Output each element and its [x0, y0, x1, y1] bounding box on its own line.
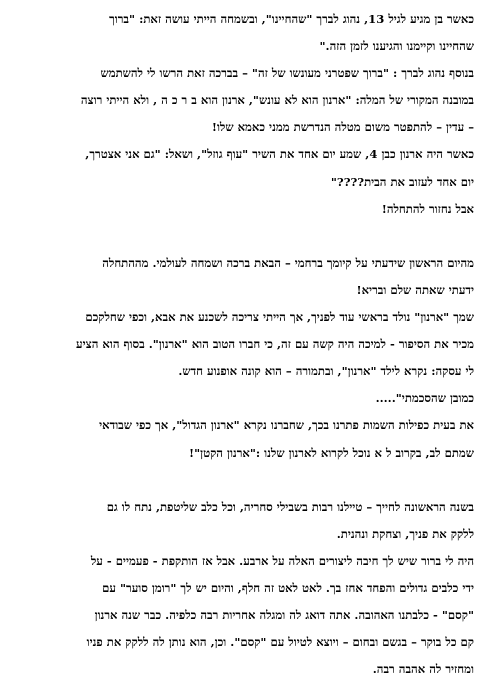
text-line: היה לי ברור שיש לך חיבה ליצורים האלה על ארבע. אבל אז הותקפת - פעמיים - על [90, 553, 474, 568]
paragraph-gap [10, 467, 474, 494]
text-line: יום אחד לעזוב את הבית????" [330, 174, 474, 189]
text-line: לי עסקה: נקרא לילד "ארנון", ובתמורה – הוא קונה אופנוע חדש. [178, 364, 474, 379]
speech-document [10, 6, 474, 683]
paragraph-gap [10, 223, 474, 250]
text-line: קם כל בוקר – בגשם ובחום – ויוצא לטיול עם "קסם". וכן, הוא נותן לה ללקק את פניו [86, 635, 474, 650]
text-line: ידעתי שאתה שלם ובריא! [356, 282, 474, 297]
text-line: ללקק את פניך, וצחקת ונהנית. [336, 526, 474, 541]
text-line: שהחיינו וקיימנו והגיענו לזמן הזה." [319, 39, 474, 54]
text-line: שמתם לב, בקרוב ל א נוכל לקרוא לארנון שלנו :"ארנון הקטן"! [189, 445, 474, 460]
text-line: ידי כלבים גדולים והפחד אחז בך. לאט לאט זה חלף, והיום יש לך "רומן סוער" עם [102, 580, 474, 595]
text-line: כאשר היה ארנון כבן 4, שמע יום אחד את השיר "עוף גוזל", ושאל: "גם אני אצטרך, [85, 147, 474, 162]
text-line: מכיר את הסיפור - למיכה היה קשה עם זה, כי חברו הטוב הוא "ארנון". בסוף הוא הציע [76, 337, 474, 352]
text-line: במובנה המקורי של המלה: "ארנון הוא לא עונש", ארנון הוא ב ר כ ה , ולא הייתי רוצה [80, 93, 474, 108]
text-line: "קסם" - כלבתנו האהובה. אתה דואג לה ומגלה אחריות רבה כלפיה. כבר שנה ארנון [94, 608, 474, 623]
text-line: בנוסף נהוג לברך : "ברוך שפטרני מעונשו של זה" – בברכה זאת הרשו לי להשתמש [100, 66, 474, 81]
text-line: – עדין – להתפטר משום מטלה הנדרשת ממני כאמא שלו! [211, 120, 474, 135]
text-line: ומחזיר לה אהבה רבה. [372, 662, 474, 677]
text-line: אבל נחזור להתחלה! [381, 201, 474, 216]
text-line: כאשר בן מגיע לגיל 13, נהוג לברך "שהחיינו", ובשמחה הייתי עושה זאת: "ברוך [109, 12, 474, 26]
text-line: שמך "ארנון" נולד בראשי עוד לפניך, אך הייתי צריכה לשכנע את אבא, וכפי שחלקכם [85, 310, 474, 325]
text-line: את בעית כפילות השמות פתרנו בכך, שחברנו נקרא "ארנון הגדול", אך כפי שבודאי [99, 418, 474, 433]
text-line: מהיום הראשון שידעתי על קיומך ברחמי – הבאת ברכה ושמחה לעולמי. מההתחלה [102, 255, 474, 270]
text-line: כמובן שהסכמתי"..... [375, 391, 474, 406]
text-line: בשנה הראשונה לחייך – טיילנו רבות בשבילי סחריה, וכל כלב שליטפת, נתח לו גם [106, 499, 474, 514]
